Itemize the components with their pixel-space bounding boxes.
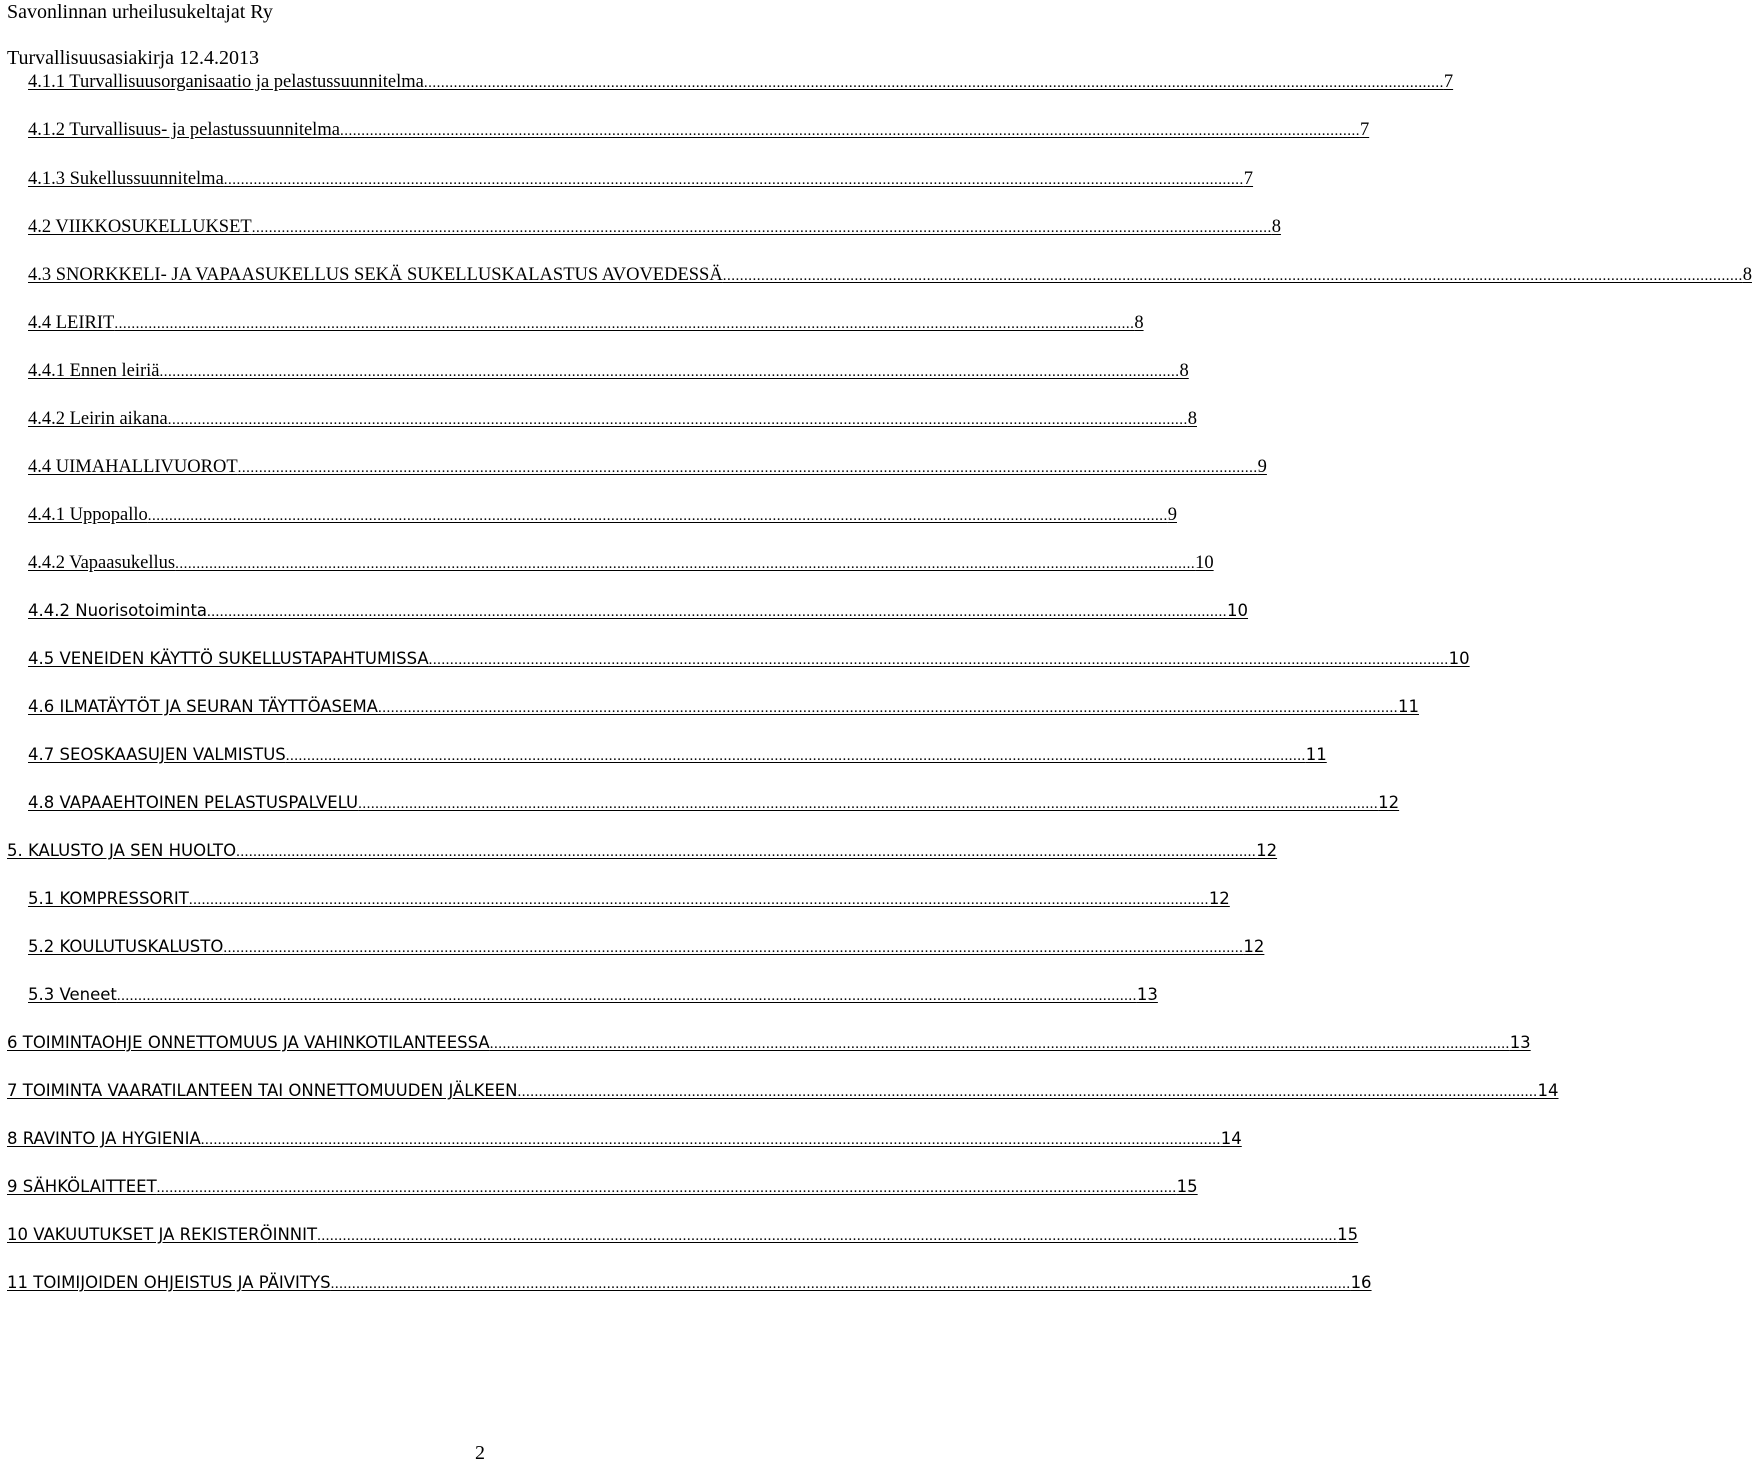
toc-entry[interactable] bbox=[28, 72, 1454, 96]
toc-entry[interactable] bbox=[28, 169, 1254, 193]
toc-entry-title: 4.4 LEIRIT bbox=[28, 313, 115, 333]
toc-entry-leader: ................................................................................................................................................................................................................................................ bbox=[358, 796, 1379, 812]
toc-entry-title: 4.4.2 Vapaasukellus bbox=[28, 553, 176, 573]
toc-entry-page: 10 bbox=[1195, 553, 1214, 573]
toc-entry-title: 5.1 KOMPRESSORIT bbox=[28, 889, 189, 908]
document-title: Turvallisuusasiakirja 12.4.2013 bbox=[7, 47, 260, 69]
toc-entry-title: 6 TOIMINTAOHJE ONNETTOMUUS JA VAHINKOTILANTEESSA bbox=[7, 1033, 490, 1052]
toc-entry[interactable] bbox=[7, 1081, 1559, 1105]
toc-entry-title: 11 TOIMIJOIDEN OHJEISTUS JA PÄIVITYS bbox=[7, 1273, 331, 1292]
toc-entry[interactable] bbox=[28, 553, 1214, 577]
toc-entry-title: 4.4 UIMAHALLIVUOROT bbox=[28, 457, 238, 477]
toc-entry-leader: ................................................................................................................................................................................................................................................ bbox=[428, 652, 1449, 668]
toc-entry-title: 4.8 VAPAAEHTOINEN PELASTUSPALVELU bbox=[28, 793, 359, 812]
toc-entry-title: 4.7 SEOSKAASUJEN VALMISTUS bbox=[28, 745, 286, 764]
toc-entry-page: 12 bbox=[1256, 841, 1278, 860]
toc-entry-title: 4.4.2 Nuorisotoiminta bbox=[28, 601, 208, 620]
toc-entry-page: 12 bbox=[1208, 889, 1230, 908]
toc-entry-leader: ................................................................................................................................................................................................................................................ bbox=[200, 1132, 1221, 1148]
toc-entry-page: 13 bbox=[1136, 985, 1158, 1004]
toc-entry-page: 7 bbox=[1359, 120, 1370, 140]
toc-entry[interactable] bbox=[28, 745, 1327, 769]
toc-entry-leader: ................................................................................................................................................................................................................................................ bbox=[156, 1180, 1177, 1196]
toc-entry-title: 4.4.2 Leirin aikana bbox=[28, 409, 168, 429]
toc-entry-title: 9 SÄHKÖLAITTEET bbox=[7, 1177, 157, 1196]
toc-entry-page: 7 bbox=[1443, 72, 1454, 92]
toc-entry[interactable] bbox=[7, 1033, 1531, 1057]
toc-entry-title: 4.1.2 Turvallisuus- ja pelastussuunnitelma bbox=[28, 120, 340, 140]
toc-entry-leader: ................................................................................................................................................................................................................................................ bbox=[517, 1084, 1538, 1100]
toc-entry-page: 11 bbox=[1397, 697, 1419, 716]
toc-entry-title: 10 VAKUUTUKSET JA REKISTERÖINNIT bbox=[7, 1225, 318, 1244]
toc-entry-leader: ................................................................................................................................................................................................................................................ bbox=[722, 268, 1743, 284]
toc-entry[interactable] bbox=[7, 841, 1278, 865]
toc-entry-leader: ................................................................................................................................................................................................................................................ bbox=[114, 316, 1135, 332]
toc-entry-page: 8 bbox=[1134, 313, 1144, 333]
toc-entry-leader: ................................................................................................................................................................................................................................................ bbox=[116, 988, 1137, 1004]
toc-entry[interactable] bbox=[28, 937, 1265, 961]
toc-entry-leader: ................................................................................................................................................................................................................................................ bbox=[188, 892, 1209, 908]
toc-entry-title: 7 TOIMINTA VAARATILANTEEN TAI ONNETTOMUUDEN JÄLKEEN bbox=[7, 1081, 518, 1100]
toc-entry[interactable] bbox=[28, 793, 1400, 817]
toc-entry[interactable] bbox=[7, 1273, 1372, 1297]
toc-entry-leader: ................................................................................................................................................................................................................................................ bbox=[339, 123, 1360, 139]
toc-entry-title: 5.3 Veneet bbox=[28, 985, 117, 1004]
toc-entry-leader: ................................................................................................................................................................................................................................................ bbox=[285, 748, 1306, 764]
toc-entry-page: 10 bbox=[1448, 649, 1470, 668]
toc-entry-page: 8 bbox=[1271, 217, 1281, 237]
toc-entry-leader: ................................................................................................................................................................................................................................................ bbox=[175, 556, 1196, 572]
toc-entry[interactable] bbox=[28, 697, 1419, 721]
toc-entry-leader: ................................................................................................................................................................................................................................................ bbox=[207, 604, 1228, 620]
toc-entry-page: 11 bbox=[1305, 745, 1327, 764]
toc-entry-page: 7 bbox=[1243, 169, 1254, 189]
toc-entry-page: 14 bbox=[1537, 1081, 1559, 1100]
toc-entry-page: 8 bbox=[1179, 361, 1189, 381]
toc-entry-title: 8 RAVINTO JA HYGIENIA bbox=[7, 1129, 201, 1148]
toc-entry[interactable] bbox=[28, 120, 1370, 144]
toc-entry-title: 4.5 VENEIDEN KÄYTTÖ SUKELLUSTAPAHTUMISSA bbox=[28, 649, 429, 668]
toc-entry-leader: ................................................................................................................................................................................................................................................ bbox=[317, 1228, 1338, 1244]
toc-entry-title: 4.1.3 Sukellussuunnitelma bbox=[28, 169, 224, 189]
toc-entry-leader: ................................................................................................................................................................................................................................................ bbox=[167, 412, 1188, 428]
toc-entry[interactable] bbox=[28, 313, 1144, 337]
toc-entry[interactable] bbox=[7, 1129, 1242, 1153]
organization-header: Savonlinnan urheilusukeltajat Ry bbox=[7, 1, 273, 23]
toc-entry-leader: ................................................................................................................................................................................................................................................ bbox=[330, 1276, 1351, 1292]
toc-entry-page: 8 bbox=[1187, 409, 1197, 429]
toc-entry[interactable] bbox=[7, 1225, 1359, 1249]
toc-entry-leader: ................................................................................................................................................................................................................................................ bbox=[236, 844, 1257, 860]
toc-entry-title: 5. KALUSTO JA SEN HUOLTO bbox=[7, 841, 237, 860]
toc-entry-page: 9 bbox=[1167, 505, 1177, 525]
toc-entry[interactable] bbox=[28, 457, 1267, 481]
toc-entry-page: 12 bbox=[1243, 937, 1265, 956]
toc-entry-page: 8 bbox=[1742, 265, 1752, 285]
toc-entry-page: 16 bbox=[1350, 1273, 1372, 1292]
toc-entry[interactable] bbox=[7, 1177, 1198, 1201]
toc-entry-title: 4.6 ILMATÄYTÖT JA SEURAN TÄYTTÖASEMA bbox=[28, 697, 378, 716]
toc-entry-title: 4.3 SNORKKELI- JA VAPAASUKELLUS SEKÄ SUKELLUSKALASTUS AVOVEDESSÄ bbox=[28, 265, 723, 285]
toc-entry-leader: ................................................................................................................................................................................................................................................ bbox=[223, 940, 1244, 956]
toc-entry-leader: ................................................................................................................................................................................................................................................ bbox=[159, 364, 1180, 380]
toc-entry-page: 14 bbox=[1220, 1129, 1242, 1148]
toc-entry-title: 4.4.1 Ennen leiriä bbox=[28, 361, 160, 381]
toc-entry[interactable] bbox=[28, 649, 1470, 673]
toc-entry[interactable] bbox=[28, 361, 1189, 385]
toc-entry-page: 15 bbox=[1176, 1177, 1198, 1196]
toc-entry[interactable] bbox=[28, 601, 1249, 625]
toc-entry-leader: ................................................................................................................................................................................................................................................ bbox=[147, 508, 1168, 524]
toc-entry[interactable] bbox=[28, 505, 1177, 529]
toc-entry-leader: ................................................................................................................................................................................................................................................ bbox=[423, 75, 1444, 91]
toc-entry-page: 13 bbox=[1509, 1033, 1531, 1052]
toc-entry[interactable] bbox=[28, 217, 1281, 241]
toc-entry-page: 15 bbox=[1337, 1225, 1359, 1244]
toc-entry-title: 5.2 KOULUTUSKALUSTO bbox=[28, 937, 224, 956]
toc-entry[interactable] bbox=[28, 985, 1158, 1009]
toc-entry[interactable] bbox=[28, 889, 1230, 913]
toc-entry-page: 12 bbox=[1378, 793, 1400, 812]
toc-entry[interactable] bbox=[28, 265, 1752, 289]
toc-entry-leader: ................................................................................................................................................................................................................................................ bbox=[489, 1036, 1510, 1052]
toc-entry-title: 4.2 VIIKKOSUKELLUKSET bbox=[28, 217, 252, 237]
toc-entry-page: 9 bbox=[1257, 457, 1267, 477]
toc-entry-page: 10 bbox=[1227, 601, 1249, 620]
toc-entry-leader: ................................................................................................................................................................................................................................................ bbox=[377, 700, 1398, 716]
toc-entry-leader: ................................................................................................................................................................................................................................................ bbox=[223, 172, 1244, 188]
toc-entry-title: 4.1.1 Turvallisuusorganisaatio ja pelastussuunnitelma bbox=[28, 72, 424, 92]
toc-entry-title: 4.4.1 Uppopallo bbox=[28, 505, 148, 525]
toc-entry-leader: ................................................................................................................................................................................................................................................ bbox=[251, 220, 1272, 236]
toc-entry-leader: ................................................................................................................................................................................................................................................ bbox=[237, 460, 1258, 476]
page-number: 2 bbox=[475, 1442, 485, 1464]
toc-entry[interactable] bbox=[28, 409, 1197, 433]
